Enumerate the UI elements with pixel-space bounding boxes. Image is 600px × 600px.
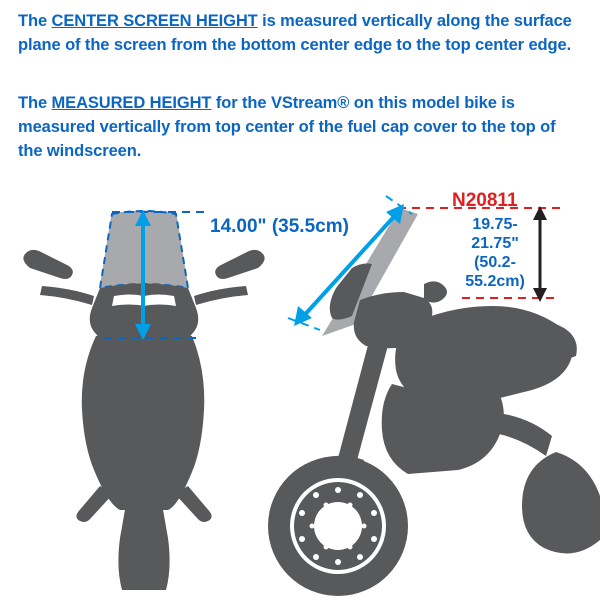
measured-height-line-2: 21.75" bbox=[471, 234, 519, 252]
center-screen-height-label: 14.00" (35.5cm) bbox=[210, 216, 349, 237]
measured-height-line-1: 19.75- bbox=[472, 216, 518, 233]
side-rear-wheel bbox=[522, 452, 600, 553]
measured-height-line-3: (50.2-55.2cm) bbox=[465, 253, 525, 290]
paragraph-2-pre-text: The bbox=[18, 94, 52, 112]
model-number-label: N20811 bbox=[452, 190, 518, 211]
motorcycle-side-view bbox=[268, 208, 600, 596]
side-engine bbox=[382, 384, 504, 474]
measured-height-label bbox=[447, 216, 543, 292]
side-front-fork bbox=[338, 330, 390, 464]
front-left-mirror bbox=[23, 250, 72, 279]
front-right-mirror bbox=[215, 250, 264, 279]
paragraph-2-post-text: for the VStream® on this model bike is measured vertically from top center of the fuel cap cover to the top of the windscreen. bbox=[18, 94, 556, 160]
front-left-footpeg bbox=[76, 486, 113, 522]
paragraph-1-post-text: is measured vertically along the surface plane of the screen from the bottom center edge to the top center edge. bbox=[18, 12, 572, 54]
paragraph-2-emphasis: MEASURED HEIGHT bbox=[51, 94, 212, 112]
front-headlight-left bbox=[112, 295, 146, 307]
paragraph-1-pre-text: The bbox=[18, 12, 52, 30]
front-right-footpeg bbox=[175, 486, 212, 522]
front-wheel bbox=[118, 502, 169, 591]
paragraph-1-emphasis: CENTER SCREEN HEIGHT bbox=[51, 12, 258, 30]
front-headlight-right bbox=[142, 295, 176, 307]
front-engine bbox=[114, 467, 174, 504]
side-brake-disc-inner bbox=[314, 502, 362, 550]
front-left-lever bbox=[40, 286, 94, 305]
front-right-lever bbox=[194, 286, 248, 305]
side-mirror bbox=[424, 281, 447, 302]
